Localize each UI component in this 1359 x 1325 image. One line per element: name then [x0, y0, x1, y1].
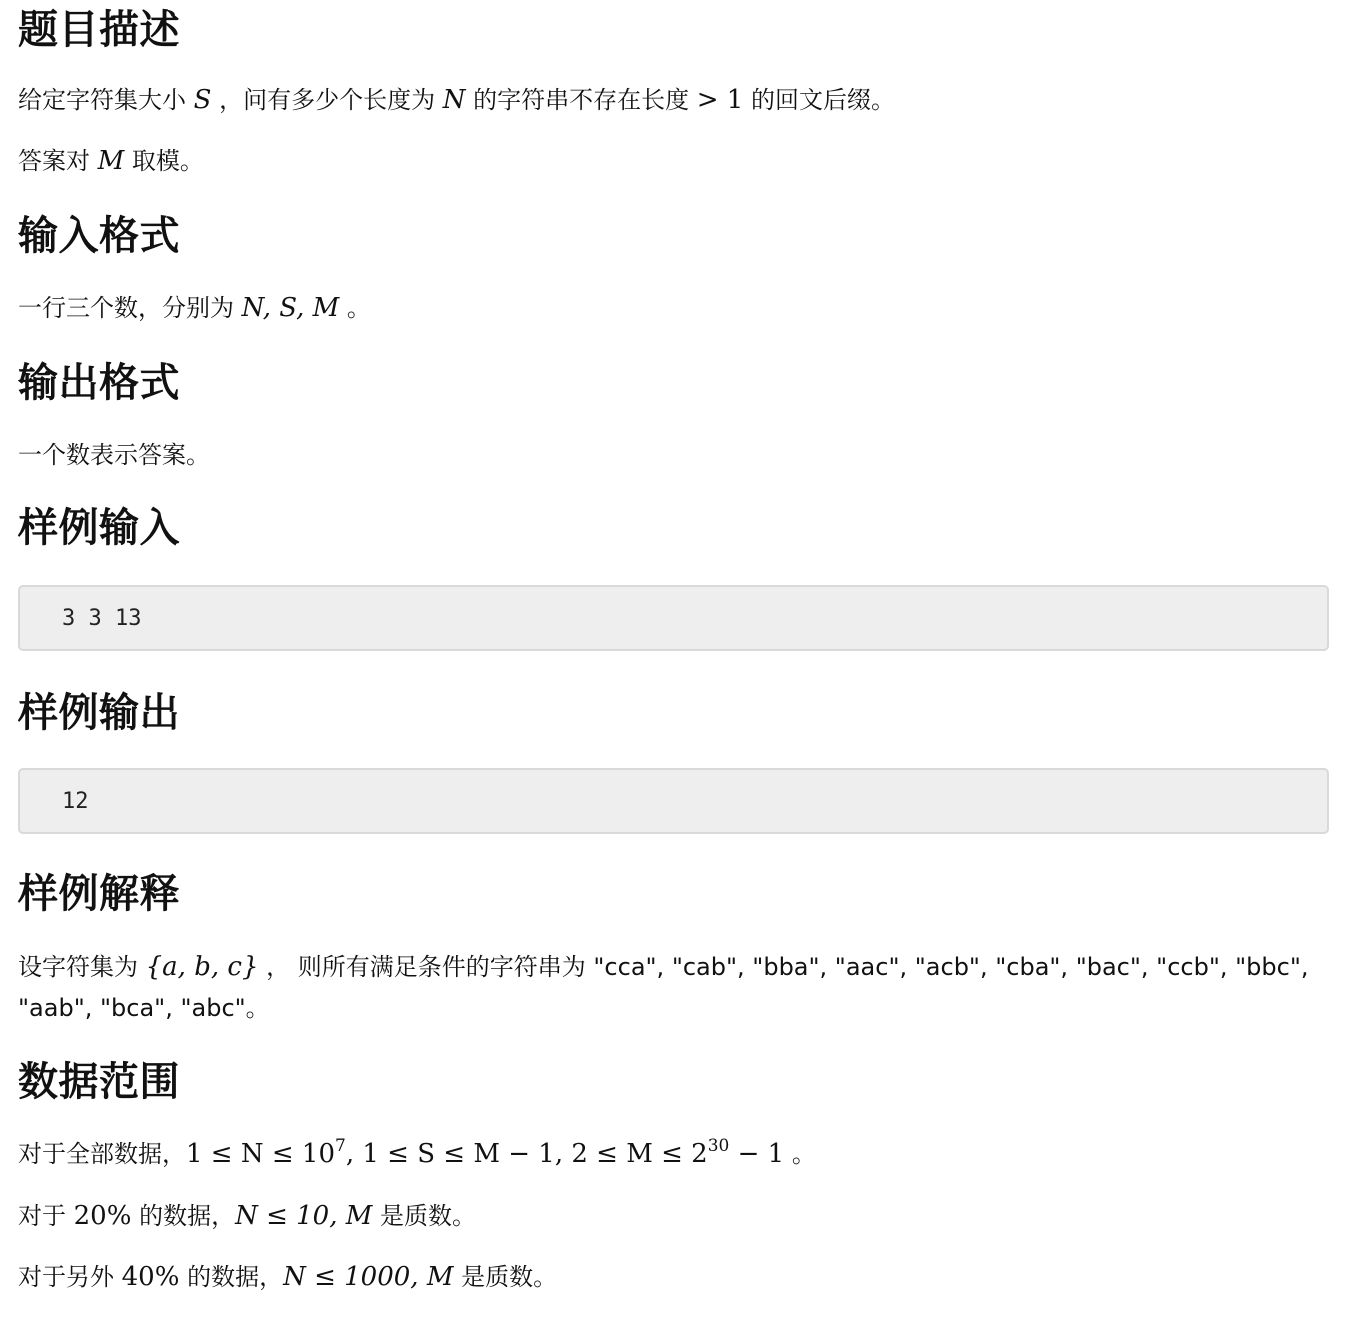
text: 的数据，: [131, 1202, 236, 1230]
description-line-1: [18, 80, 895, 120]
text: 取模。: [124, 147, 204, 175]
text: 对于: [18, 1202, 74, 1230]
section-title-sample-input: 样例输入: [18, 505, 180, 551]
math-gt-1: > 1: [696, 85, 744, 115]
sample-explanation-line-1: [18, 947, 1331, 987]
section-title-input-format: 输入格式: [18, 213, 180, 259]
text: 的回文后缀。: [743, 86, 895, 114]
text: 是质数。: [453, 1263, 558, 1291]
text: 对于另外: [18, 1263, 122, 1291]
math-range-1: 1 ≤ N ≤ 10: [186, 1139, 336, 1169]
section-title-output-format: 输出格式: [18, 360, 180, 406]
math-percent-20: 20%: [73, 1201, 132, 1231]
section-title-sample-explanation: 样例解释: [18, 871, 180, 917]
text: 设字符集为: [18, 953, 146, 981]
text: 的字符串不存在长度: [465, 86, 697, 114]
text: 给定字符集大小: [18, 86, 194, 114]
superscript-7: 7: [335, 1136, 346, 1156]
section-title-sample-output: 样例输出: [18, 690, 180, 736]
math-constraint-3: N ≤ 1000, M: [283, 1262, 454, 1292]
section-title-description: 题目描述: [18, 7, 180, 53]
text: 对于全部数据，: [18, 1140, 186, 1168]
math-set: {a, b, c}: [145, 952, 259, 982]
sample-explanation-line-2: "aab", "bca", "abc"。: [18, 994, 270, 1022]
sample-output-code: 12: [62, 789, 89, 814]
text: 。: [784, 1140, 816, 1168]
text: 的数据，: [179, 1263, 284, 1291]
constraint-line-3: [18, 1257, 557, 1297]
math-range-3: − 1: [729, 1139, 785, 1169]
superscript-30: 30: [707, 1136, 730, 1156]
math-range-2: , 1 ≤ S ≤ M − 1, 2 ≤ M ≤ 2: [345, 1139, 708, 1169]
text: 一行三个数，分别为: [18, 294, 242, 322]
math-N: N: [442, 85, 466, 115]
math-vars: N, S, M: [241, 293, 340, 323]
constraint-line-2: [18, 1196, 476, 1236]
math-M: M: [97, 146, 125, 176]
text: 。: [339, 294, 371, 322]
math-S: S: [193, 85, 212, 115]
section-title-constraints: 数据范围: [18, 1059, 180, 1105]
text: ，问有多少个长度为: [211, 86, 443, 114]
math-constraint-2: N ≤ 10, M: [235, 1201, 373, 1231]
text: 答案对: [18, 147, 98, 175]
sample-input-code-block[interactable]: [18, 585, 1329, 651]
math-percent-40: 40%: [121, 1262, 180, 1292]
output-format-line: 一个数表示答案。: [18, 441, 210, 469]
text: 是质数。: [372, 1202, 477, 1230]
text: ， 则所有满足条件的字符串为 "cca", "cab", "bba", "aac", "acb", "cba", "bac", "ccb", "bbc",: [258, 953, 1309, 981]
input-format-line: [18, 288, 371, 328]
sample-input-code: 3 3 13: [62, 606, 142, 631]
description-line-2: [18, 141, 204, 181]
sample-output-code-block[interactable]: [18, 768, 1329, 834]
constraint-line-1: [18, 1134, 816, 1174]
